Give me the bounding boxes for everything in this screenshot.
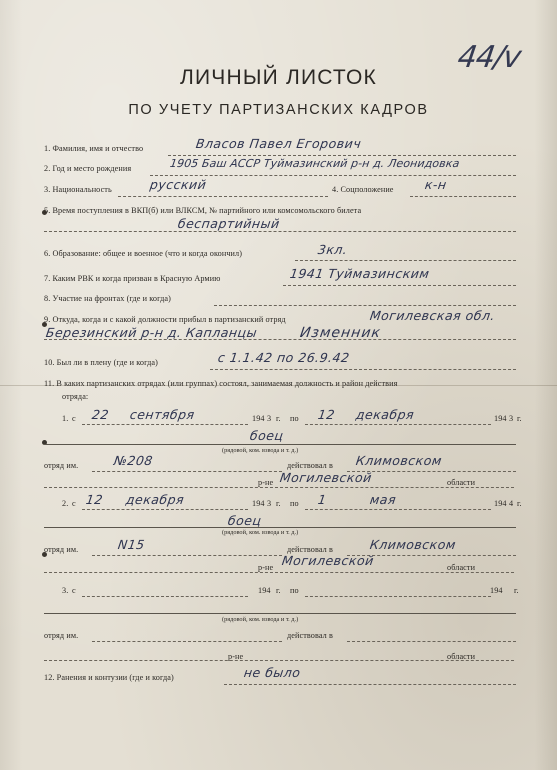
entry-1-to-year: 3 — [509, 414, 514, 423]
entry-2-from-year: 3 — [267, 499, 272, 508]
field-7-label: 7. Каким РВК и когда призван в Красную Армию — [44, 274, 221, 283]
field-12-line — [224, 684, 516, 685]
entry-3-detachment-label: отряд им. — [44, 631, 79, 640]
field-3-label: 3. Национальность — [44, 185, 112, 194]
entry-1-region-line — [44, 487, 514, 488]
entry-3-acted-line — [347, 641, 516, 642]
field-3-value: русский — [148, 177, 208, 192]
entry-1-from-year: 3 — [267, 414, 272, 423]
archive-number: 44/v — [455, 40, 523, 75]
entry-3-region-label: области — [447, 652, 476, 661]
entry-2-to-year-suffix: г. — [517, 499, 522, 508]
entry-1-region-label: области — [447, 478, 476, 487]
field-2-value: 1905 Баш АССР Туймазинский р-н д. Леонидовка — [169, 157, 461, 170]
field-9-value-line2: Березинский р-н д. Капланцы — [44, 325, 259, 340]
field-1-value: Власов Павел Егорович — [194, 136, 363, 151]
entry-3-position-line — [44, 613, 516, 614]
field-12-value: не было — [242, 665, 302, 680]
entry-3-from-line — [82, 596, 248, 597]
entry-2-from-day: 12 — [84, 492, 104, 507]
entry-2-position-hint: (рядовой, ком. взвода и т. д.) — [222, 529, 299, 536]
entry-2-to-label: по — [290, 499, 299, 508]
entry-2-to-day: 1 — [316, 492, 328, 507]
entry-3-number: 3. — [62, 586, 69, 595]
field-11-label-line1: 11. В каких партизанских отрядах (или группах) состоял, занимаемая должность и район действия — [44, 379, 398, 388]
entry-2-detachment-label: отряд им. — [44, 545, 79, 554]
field-10-value: с 1.1.42 по 26.9.42 — [216, 350, 351, 365]
entry-1-from-month: сентября — [128, 407, 196, 422]
field-4-line — [410, 196, 516, 197]
entry-3-to-label: по — [290, 586, 299, 595]
entry-1-from-year-suffix: г. — [276, 414, 281, 423]
entry-1-from-year-prefix: 194 — [252, 414, 265, 423]
entry-1-to-label: по — [290, 414, 299, 423]
entry-1-from-line — [82, 424, 248, 425]
entry-2-position-line — [44, 527, 516, 528]
entry-1-number: 1. — [62, 414, 69, 423]
field-10-label: 10. Был ли в плену (где и когда) — [44, 358, 158, 367]
entry-1-district: Климовском — [354, 453, 443, 468]
entry-1-to-year-suffix: г. — [517, 414, 522, 423]
field-9-value-extra: Изменник — [298, 325, 383, 341]
entry-3-to-year-prefix: 194 — [490, 586, 503, 595]
entry-1-to-year-prefix: 194 — [494, 414, 507, 423]
entry-3-acted-label: действовал в — [287, 631, 333, 640]
entry-3-to-year-suffix: г. — [514, 586, 519, 595]
entry-1-region: Могилевской — [278, 470, 373, 485]
entry-3-district-label: р-не — [228, 652, 244, 661]
field-8-line — [214, 305, 516, 306]
entry-2-from-year-prefix: 194 — [252, 499, 265, 508]
entry-2-to-line — [305, 509, 491, 510]
entry-1-position-line — [44, 444, 516, 445]
field-6-label: 6. Образование: общее и военное (что и когда окончил) — [44, 249, 243, 258]
entry-1-position-hint: (рядовой, ком. взвода и т. д.) — [222, 447, 299, 454]
entry-3-from-label: с — [72, 586, 76, 595]
entry-3-from-year-suffix: г. — [276, 586, 281, 595]
entry-1-from-label: с — [72, 414, 76, 423]
field-3-line — [118, 196, 328, 197]
entry-2-to-month: мая — [368, 492, 398, 507]
entry-2-to-year: 4 — [509, 499, 514, 508]
page-subtitle: ПО УЧЕТУ ПАРТИЗАНСКИХ КАДРОВ — [128, 102, 429, 118]
entry-2-to-year-prefix: 194 — [494, 499, 507, 508]
field-8-label: 8. Участие на фронтах (где и когда) — [44, 294, 171, 303]
entry-3-region-line — [44, 660, 514, 661]
field-9-label: 9. Откуда, когда и с какой должности прибыл в партизанский отряд — [44, 315, 286, 324]
field-6-value: 3кл. — [316, 242, 349, 257]
entry-2-district: Климовском — [368, 537, 457, 552]
field-5-line — [44, 231, 516, 232]
entry-3-to-line — [305, 596, 491, 597]
entry-2-acted-label: действовал в — [287, 545, 333, 554]
entry-2-from-label: с — [72, 499, 76, 508]
entry-2-number: 2. — [62, 499, 69, 508]
field-11-label-line2: отряда: — [62, 392, 89, 401]
entry-2-district-label: р-не — [258, 563, 274, 572]
entry-1-detachment-line — [92, 471, 282, 472]
field-5-value: беспартийный — [176, 216, 281, 231]
field-1-line — [168, 155, 516, 156]
entry-3-from-year-prefix: 194 — [258, 586, 271, 595]
field-7-value: 1941 Туймазинским — [288, 266, 431, 281]
entry-2-from-year-suffix: г. — [276, 499, 281, 508]
field-10-line — [210, 369, 516, 370]
entry-3-position-hint: (рядовой, ком. взвода и т. д.) — [222, 616, 299, 623]
entry-2-from-month: декабря — [124, 492, 186, 507]
entry-1-to-month: декабря — [354, 407, 416, 422]
entry-1-district-label: р-не — [258, 478, 274, 487]
entry-1-from-day: 22 — [90, 407, 110, 422]
entry-2-detachment-line — [92, 555, 282, 556]
entry-1-detachment: №208 — [112, 453, 154, 468]
field-4-value: к-н — [423, 177, 448, 192]
entry-2-region: Могилевской — [280, 553, 375, 568]
entry-2-from-line — [82, 509, 248, 510]
entry-2-region-label: области — [447, 563, 476, 572]
field-2-label: 2. Год и место рождения — [44, 164, 132, 173]
entry-2-detachment: N15 — [116, 537, 146, 552]
field-2-line — [150, 175, 516, 176]
entry-2-position: боец — [226, 513, 263, 528]
entry-2-region-line — [44, 572, 514, 573]
field-1-label: 1. Фамилия, имя и отчество — [44, 144, 144, 153]
field-5-label: 5. Время поступления в ВКП(б) или ВЛКСМ, № партийного или комсомольского билета — [44, 206, 362, 215]
field-6-line — [295, 260, 516, 261]
entry-1-position: боец — [248, 428, 285, 443]
field-7-line — [283, 285, 516, 286]
field-4-label: 4. Соцположение — [332, 185, 394, 194]
field-12-label: 12. Ранения и контузии (где и когда) — [44, 673, 174, 682]
page-title: ЛИЧНЫЙ ЛИСТОК — [180, 66, 377, 89]
entry-3-detachment-line — [92, 641, 282, 642]
entry-1-detachment-label: отряд им. — [44, 461, 79, 470]
entry-1-to-line — [305, 424, 491, 425]
entry-1-acted-label: действовал в — [287, 461, 333, 470]
entry-1-to-day: 12 — [316, 407, 336, 422]
field-9-value-line1: Могилевская обл. — [368, 308, 497, 323]
